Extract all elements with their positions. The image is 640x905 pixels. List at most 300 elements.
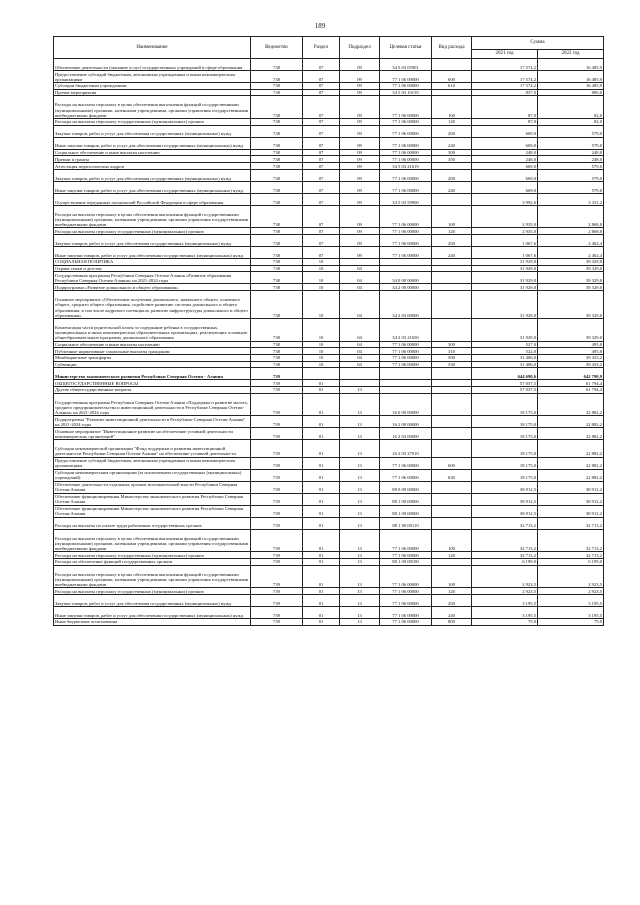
row-expense-type-cell: 100 <box>432 205 472 228</box>
row-expense-type-cell <box>432 59 472 71</box>
table-row <box>54 71 604 83</box>
row-expense-type-cell <box>432 416 472 428</box>
row-subsection-cell: 13 <box>340 606 380 618</box>
row-section-cell: 07 <box>303 149 340 156</box>
row-department-cell: 739 <box>251 440 303 457</box>
row-sum-2021-cell: 18 175,0 <box>472 393 538 416</box>
row-expense-type-cell <box>432 428 472 440</box>
row-subsection-cell: 13 <box>340 457 380 469</box>
row-name-cell: Обеспечение деятельности отдельных органов исполнительной власти Республики Северная Осетия-Алания <box>54 481 251 493</box>
row-sum-2021-cell: 17 574,2 <box>472 71 538 83</box>
row-sum-2022-cell: 39 329,0 <box>538 284 604 291</box>
row-target-article-cell <box>380 265 432 272</box>
row-sum-2022-cell: 22 882,2 <box>538 416 604 428</box>
row-target-article-cell: 77 1 06 00000 <box>380 149 432 156</box>
row-name-cell: Обеспечение деятельности (оказание услуг) государственных учреждений в сфере образования <box>54 59 251 71</box>
row-sum-2022-cell: 38 912,2 <box>538 505 604 517</box>
header-subsection: Подраздел <box>340 37 380 59</box>
row-sum-2021-cell: 31 406,0 <box>472 361 538 368</box>
table-row <box>54 272 604 284</box>
table-row <box>54 393 604 416</box>
row-sum-2022-cell: 22 882,2 <box>538 440 604 457</box>
table-row <box>54 169 604 181</box>
row-target-article-cell: 77 1 06 00000 <box>380 469 432 481</box>
row-target-article-cell: 77 1 06 00000 <box>380 96 432 119</box>
row-sum-2022-cell: 248,0 <box>538 149 604 156</box>
row-name-cell: Закупка товаров, работ и услуг для обеспечения государственных (муниципальных) нужд <box>54 169 251 181</box>
row-department-cell: 738 <box>251 228 303 235</box>
row-section-cell: 01 <box>303 588 340 595</box>
row-subsection-cell: 09 <box>340 169 380 181</box>
row-subsection-cell: 13 <box>340 618 380 625</box>
row-name-cell: Премии и гранты <box>54 156 251 163</box>
row-subsection-cell: 09 <box>340 125 380 137</box>
row-department-cell: 738 <box>251 149 303 156</box>
row-target-article-cell: 77 1 06 00000 <box>380 457 432 469</box>
row-expense-type-cell <box>432 193 472 205</box>
row-subsection-cell <box>340 259 380 266</box>
row-section-cell <box>303 368 340 380</box>
row-sum-2021-cell: 31 929,0 <box>472 318 538 341</box>
row-department-cell: 738 <box>251 354 303 361</box>
row-department-cell: 739 <box>251 469 303 481</box>
row-name-cell: Расходы на выплаты персоналу государственных (муниципальных) органов <box>54 118 251 125</box>
row-sum-2022-cell: 495,8 <box>538 341 604 348</box>
row-target-article-cell <box>380 368 432 380</box>
row-name-cell: Предоставление субсидий бюджетным, автономным учреждениям и иным некоммерческим организациям <box>54 457 251 469</box>
row-sum-2022-cell: 2 462,4 <box>538 235 604 247</box>
row-subsection-cell: 13 <box>340 469 380 481</box>
row-subsection-cell: 04 <box>340 272 380 284</box>
row-department-cell: 738 <box>251 118 303 125</box>
header-expense-type: Вид расхода <box>432 37 472 59</box>
row-sum-2022-cell: 38 912,2 <box>538 481 604 493</box>
header-sum: Сумма <box>472 37 604 50</box>
header-target-article: Целевая статья <box>380 37 432 59</box>
row-name-cell: Иные бюджетные ассигнования <box>54 618 251 625</box>
row-sum-2021-cell: 6 199,0 <box>472 558 538 565</box>
row-section-cell: 01 <box>303 416 340 428</box>
row-subsection-cell: 09 <box>340 181 380 193</box>
row-section-cell: 01 <box>303 529 340 552</box>
table-row <box>54 386 604 393</box>
row-name-cell: Субсидии бюджетным учреждениям <box>54 83 251 90</box>
row-department-cell: 738 <box>251 163 303 170</box>
row-sum-2022-cell: 579,0 <box>538 137 604 149</box>
row-department-cell: 739 <box>251 457 303 469</box>
row-section-cell: 10 <box>303 265 340 272</box>
row-name-cell: Основное мероприятие "Инвестиционное развитие на обеспечение уставной деятельности некоммерческих организаций" <box>54 428 251 440</box>
row-subsection-cell: 09 <box>340 83 380 90</box>
row-department-cell: 739 <box>251 368 303 380</box>
table-row <box>54 565 604 588</box>
row-expense-type-cell: 120 <box>432 118 472 125</box>
row-name-cell: Иные закупки товаров, работ и услуг для обеспечения государственных (муниципальных) нужд <box>54 606 251 618</box>
row-sum-2022-cell: 889,0 <box>538 89 604 96</box>
row-sum-2021-cell: 57 037,5 <box>472 386 538 393</box>
row-department-cell: 739 <box>251 481 303 493</box>
row-name-cell: Прочие мероприятия <box>54 89 251 96</box>
row-target-article-cell: 77 1 06 00000 <box>380 83 432 90</box>
row-sum-2022-cell: 39 329,0 <box>538 318 604 341</box>
row-name-cell: Государственная программа Республики Северная Осетия-Алания «Поддержка и развитие малого, среднего предпринимательства и инвестиционной деятельности в Республике Северная Осетия-Алания» на 2021-2024 годы <box>54 393 251 416</box>
row-subsection-cell: 09 <box>340 205 380 228</box>
row-expense-type-cell <box>432 265 472 272</box>
row-sum-2021-cell: 17 574,2 <box>472 59 538 71</box>
row-department-cell: 738 <box>251 71 303 83</box>
table-row <box>54 361 604 368</box>
row-section-cell: 01 <box>303 606 340 618</box>
row-subsection-cell: 13 <box>340 552 380 559</box>
row-subsection-cell: 13 <box>340 493 380 505</box>
row-target-article-cell: 77 1 06 00000 <box>380 348 432 355</box>
row-section-cell: 01 <box>303 440 340 457</box>
row-name-cell: Закупка товаров, работ и услуг для обеспечения государственных (муниципальных) нужд <box>54 235 251 247</box>
table-row <box>54 594 604 606</box>
row-target-article-cell: 77 1 06 00000 <box>380 118 432 125</box>
row-section-cell: 10 <box>303 291 340 319</box>
row-name-cell: Межбюджетные трансферты <box>54 354 251 361</box>
table-row <box>54 137 604 149</box>
row-name-cell: Расходы на выплаты по оплате труда работников государственных органов <box>54 517 251 529</box>
row-sum-2021-cell: 38 912,5 <box>472 493 538 505</box>
table-row <box>54 558 604 565</box>
row-department-cell: 738 <box>251 291 303 319</box>
row-target-article-cell: 77 1 06 00000 <box>380 228 432 235</box>
row-section-cell: 07 <box>303 125 340 137</box>
row-sum-2022-cell: 2 868,8 <box>538 228 604 235</box>
row-name-cell: Обеспечение функционирования Министерства экономического развития Республики Северная Осетия-Алания <box>54 493 251 505</box>
row-sum-2021-cell: 522,0 <box>472 348 538 355</box>
row-name-cell: Субвенции <box>54 361 251 368</box>
table-row <box>54 493 604 505</box>
row-sum-2021-cell: 669,0 <box>472 163 538 170</box>
row-department-cell: 739 <box>251 606 303 618</box>
table-row <box>54 96 604 119</box>
row-subsection-cell: 09 <box>340 193 380 205</box>
row-section-cell: 01 <box>303 618 340 625</box>
row-target-article-cell: 77 1 06 00000 <box>380 361 432 368</box>
row-sum-2021-cell: 2 935,0 <box>472 228 538 235</box>
row-department-cell: 738 <box>251 59 303 71</box>
row-name-cell: Иные закупки товаров, работ и услуг для обеспечения государственных (муниципальных) нужд <box>54 137 251 149</box>
table-row <box>54 588 604 595</box>
row-target-article-cell: 77 1 06 00000 <box>380 181 432 193</box>
table-row <box>54 618 604 625</box>
table-row <box>54 481 604 493</box>
row-department-cell: 738 <box>251 348 303 355</box>
row-department-cell: 738 <box>251 125 303 137</box>
row-section-cell: 01 <box>303 469 340 481</box>
row-section-cell: 10 <box>303 259 340 266</box>
row-sum-2022-cell: 22 882,2 <box>538 428 604 440</box>
row-sum-2021-cell: 38 912,5 <box>472 481 538 493</box>
row-department-cell: 738 <box>251 96 303 119</box>
row-name-cell: Иные закупки товаров, работ и услуг для обеспечения государственных (муниципальных) нужд <box>54 247 251 259</box>
row-department-cell: 738 <box>251 181 303 193</box>
row-sum-2022-cell: 61 794,4 <box>538 386 604 393</box>
row-section-cell: 01 <box>303 493 340 505</box>
row-sum-2022-cell: 16 485,9 <box>538 59 604 71</box>
row-sum-2022-cell: 32 713,2 <box>538 529 604 552</box>
row-subsection-cell: 09 <box>340 59 380 71</box>
row-expense-type-cell <box>432 493 472 505</box>
row-expense-type-cell <box>432 440 472 457</box>
row-sum-2022-cell: 75,0 <box>538 618 604 625</box>
row-expense-type-cell: 120 <box>432 588 472 595</box>
table-row <box>54 529 604 552</box>
row-department-cell: 739 <box>251 594 303 606</box>
row-target-article-cell: 34 2 03 21650 <box>380 318 432 341</box>
row-sum-2021-cell: 31 406,0 <box>472 354 538 361</box>
row-sum-2021-cell: 2 923,5 <box>472 565 538 588</box>
row-section-cell: 01 <box>303 380 340 387</box>
row-name-cell: Обеспечение функционирования Министерства экономического развития Республики Северная Осетия-Алания <box>54 505 251 517</box>
row-sum-2021-cell: 857,0 <box>472 89 538 96</box>
row-expense-type-cell: 630 <box>432 469 472 481</box>
row-department-cell: 739 <box>251 618 303 625</box>
row-name-cell: СОЦИАЛЬНАЯ ПОЛИТИКА <box>54 259 251 266</box>
row-subsection-cell: 13 <box>340 517 380 529</box>
row-sum-2022-cell: 2 923,5 <box>538 588 604 595</box>
row-sum-2022-cell: 3 331,2 <box>538 193 604 205</box>
row-sum-2021-cell: 248,0 <box>472 156 538 163</box>
table-row <box>54 380 604 387</box>
table-row <box>54 284 604 291</box>
row-target-article-cell: 77 1 06 00000 <box>380 169 432 181</box>
row-subsection-cell: 13 <box>340 529 380 552</box>
row-expense-type-cell: 800 <box>432 618 472 625</box>
row-department-cell: 738 <box>251 361 303 368</box>
row-target-article-cell: 16 2 03 27010 <box>380 440 432 457</box>
row-section-cell: 01 <box>303 552 340 559</box>
row-expense-type-cell <box>432 318 472 341</box>
row-name-cell: Субсидии некоммерческим организациям (за исключением государственных (муниципальных) учреждений) <box>54 469 251 481</box>
row-sum-2022-cell: 61 794,4 <box>538 380 604 387</box>
row-sum-2021-cell: 2 923,5 <box>472 588 538 595</box>
row-sum-2022-cell: 3 195,5 <box>538 606 604 618</box>
row-section-cell: 10 <box>303 318 340 341</box>
row-sum-2022-cell: 248,0 <box>538 156 604 163</box>
row-section-cell: 01 <box>303 594 340 606</box>
row-name-cell: Расходы на выплаты персоналу в целях обеспечения выполнения функций государственными (муниципальными) органами, казенными учреждениями, органами управления государственными внебюджетными фондами <box>54 96 251 119</box>
row-expense-type-cell: 200 <box>432 169 472 181</box>
row-target-article-cell: 77 1 06 00000 <box>380 341 432 348</box>
row-sum-2022-cell: 16 485,9 <box>538 83 604 90</box>
row-sum-2022-cell: 579,0 <box>538 169 604 181</box>
row-sum-2021-cell: 31 929,0 <box>472 291 538 319</box>
row-sum-2021-cell: 32 713,2 <box>472 529 538 552</box>
row-target-article-cell: 34 5 03 05901 <box>380 59 432 71</box>
row-expense-type-cell: 100 <box>432 96 472 119</box>
table-row <box>54 193 604 205</box>
row-expense-type-cell: 600 <box>432 457 472 469</box>
row-target-article-cell: 77 1 06 00000 <box>380 205 432 228</box>
row-department-cell: 739 <box>251 393 303 416</box>
row-subsection-cell: 13 <box>340 428 380 440</box>
row-section-cell: 07 <box>303 89 340 96</box>
row-section-cell: 01 <box>303 393 340 416</box>
table-row <box>54 505 604 517</box>
row-sum-2022-cell: 2 868,8 <box>538 205 604 228</box>
row-target-article-cell: 34 2 00 00000 <box>380 284 432 291</box>
row-sum-2022-cell: 579,0 <box>538 163 604 170</box>
row-sum-2021-cell: 87,0 <box>472 118 538 125</box>
row-expense-type-cell: 600 <box>432 71 472 83</box>
row-target-article-cell: 77 1 06 00000 <box>380 618 432 625</box>
row-target-article-cell <box>380 380 432 387</box>
row-expense-type-cell: 200 <box>432 594 472 606</box>
row-expense-type-cell <box>432 517 472 529</box>
table-row <box>54 552 604 559</box>
row-name-cell: Социальное обеспечение и иные выплаты населению <box>54 341 251 348</box>
row-sum-2021-cell: 18 175,0 <box>472 457 538 469</box>
table-row <box>54 517 604 529</box>
row-subsection-cell: 13 <box>340 594 380 606</box>
row-name-cell: Аттестация педагогических кадров <box>54 163 251 170</box>
row-sum-2022-cell: 495,8 <box>538 348 604 355</box>
row-department-cell: 738 <box>251 193 303 205</box>
row-target-article-cell: 16 2 03 00000 <box>380 428 432 440</box>
row-target-article-cell: 77 1 06 00000 <box>380 137 432 149</box>
row-target-article-cell: 16 0 00 00000 <box>380 393 432 416</box>
row-subsection-cell: 13 <box>340 416 380 428</box>
row-sum-2021-cell: 18 175,0 <box>472 440 538 457</box>
row-subsection-cell: 09 <box>340 71 380 83</box>
row-section-cell: 07 <box>303 71 340 83</box>
row-sum-2021-cell: 1 067,6 <box>472 235 538 247</box>
row-expense-type-cell <box>432 380 472 387</box>
row-expense-type-cell: 240 <box>432 247 472 259</box>
row-target-article-cell: 34 5 03 21619 <box>380 163 432 170</box>
row-target-article-cell: 34 0 00 00000 <box>380 272 432 284</box>
table-row <box>54 428 604 440</box>
row-sum-2021-cell: 17 574,2 <box>472 83 538 90</box>
table-row <box>54 247 604 259</box>
row-target-article-cell: 77 1 06 00000 <box>380 247 432 259</box>
row-sum-2021-cell: 18 175,0 <box>472 428 538 440</box>
row-target-article-cell: 88 1 00 00000 <box>380 505 432 517</box>
row-name-cell: Компенсация части родительской платы за содержание ребенка в государственных, муниципальных и иных некоммерческих образовательных организациях, реализующих основную общеобразовательную программу дошкольного образования <box>54 318 251 341</box>
row-section-cell: 01 <box>303 428 340 440</box>
row-sum-2021-cell: 3 195,5 <box>472 594 538 606</box>
header-section: Раздел <box>303 37 340 59</box>
row-department-cell: 739 <box>251 380 303 387</box>
row-sum-2022-cell: 39 433,2 <box>538 361 604 368</box>
row-target-article-cell: 88 0 00 00000 <box>380 481 432 493</box>
table-row <box>54 149 604 156</box>
header-year-2021: 2021 год <box>472 50 538 59</box>
row-sum-2021-cell: 31 929,0 <box>472 265 538 272</box>
row-section-cell: 10 <box>303 348 340 355</box>
row-department-cell: 739 <box>251 558 303 565</box>
table-row <box>54 228 604 235</box>
table-row <box>54 259 604 266</box>
row-sum-2022-cell: 39 329,0 <box>538 259 604 266</box>
table-body <box>54 59 604 626</box>
table-row <box>54 265 604 272</box>
table-row <box>54 181 604 193</box>
page-number: 189 <box>314 22 326 30</box>
row-section-cell: 07 <box>303 59 340 71</box>
row-section-cell: 07 <box>303 169 340 181</box>
row-expense-type-cell: 500 <box>432 354 472 361</box>
table-row <box>54 291 604 319</box>
row-subsection-cell: 04 <box>340 354 380 361</box>
row-name-cell: Другие общегосударственные вопросы <box>54 386 251 393</box>
row-subsection-cell: 09 <box>340 247 380 259</box>
row-sum-2022-cell: 579,0 <box>538 181 604 193</box>
row-sum-2021-cell: 669,0 <box>472 137 538 149</box>
row-department-cell: 738 <box>251 259 303 266</box>
row-department-cell: 739 <box>251 428 303 440</box>
row-expense-type-cell: 300 <box>432 341 472 348</box>
table-row <box>54 368 604 380</box>
row-sum-2021-cell: 3 195,5 <box>472 606 538 618</box>
row-expense-type-cell: 310 <box>432 348 472 355</box>
row-sum-2022-cell: 22 882,2 <box>538 469 604 481</box>
row-section-cell: 01 <box>303 481 340 493</box>
row-department-cell: 739 <box>251 552 303 559</box>
row-expense-type-cell <box>432 558 472 565</box>
row-section-cell: 07 <box>303 228 340 235</box>
row-subsection-cell: 13 <box>340 481 380 493</box>
row-expense-type-cell: 240 <box>432 181 472 193</box>
row-sum-2021-cell: 3 992,6 <box>472 193 538 205</box>
row-sum-2021-cell: 57 037,5 <box>472 380 538 387</box>
row-name-cell: Публичные нормативные социальные выплаты гражданам <box>54 348 251 355</box>
row-sum-2021-cell: 2 935,0 <box>472 205 538 228</box>
row-sum-2021-cell: 18 175,0 <box>472 416 538 428</box>
row-section-cell: 10 <box>303 354 340 361</box>
row-target-article-cell: 77 1 06 00000 <box>380 125 432 137</box>
row-subsection-cell: 04 <box>340 361 380 368</box>
row-sum-2022-cell: 2 923,5 <box>538 565 604 588</box>
row-subsection-cell: 04 <box>340 284 380 291</box>
row-department-cell: 738 <box>251 247 303 259</box>
row-department-cell: 739 <box>251 493 303 505</box>
row-sum-2021-cell: 32 713,2 <box>472 517 538 529</box>
row-section-cell: 01 <box>303 386 340 393</box>
table-row <box>54 606 604 618</box>
table-row <box>54 89 604 96</box>
row-department-cell: 738 <box>251 284 303 291</box>
table-row <box>54 457 604 469</box>
row-sum-2021-cell: 31 929,0 <box>472 272 538 284</box>
row-sum-2021-cell: 18 175,0 <box>472 469 538 481</box>
row-name-cell: Государственная программа Республики Северная Осетия-Алания «Развитие образования Республики Северная Осетия-Алания» на 2021-2024 годы <box>54 272 251 284</box>
row-expense-type-cell: 100 <box>432 565 472 588</box>
row-sum-2022-cell: 642 790,9 <box>538 368 604 380</box>
row-target-article-cell: 77 1 06 00000 <box>380 235 432 247</box>
row-sum-2022-cell: 22 882,2 <box>538 457 604 469</box>
row-expense-type-cell: 240 <box>432 606 472 618</box>
row-target-article-cell <box>380 386 432 393</box>
row-sum-2021-cell: 87,0 <box>472 96 538 119</box>
row-department-cell: 738 <box>251 169 303 181</box>
table-row <box>54 125 604 137</box>
row-target-article-cell: 88 1 00 00190 <box>380 558 432 565</box>
row-section-cell: 10 <box>303 284 340 291</box>
row-subsection-cell: 04 <box>340 265 380 272</box>
row-expense-type-cell <box>432 89 472 96</box>
row-target-article-cell: 16 2 00 00000 <box>380 416 432 428</box>
row-expense-type-cell <box>432 272 472 284</box>
row-section-cell: 01 <box>303 558 340 565</box>
row-sum-2021-cell: 669,0 <box>472 169 538 181</box>
table-row <box>54 118 604 125</box>
row-name-cell: Расходы на выплаты персоналу в целях обеспечения выполнения функций государственными (муниципальными) органами, казенными учреждениями, органами управления государственными внебюджетными фондами <box>54 565 251 588</box>
